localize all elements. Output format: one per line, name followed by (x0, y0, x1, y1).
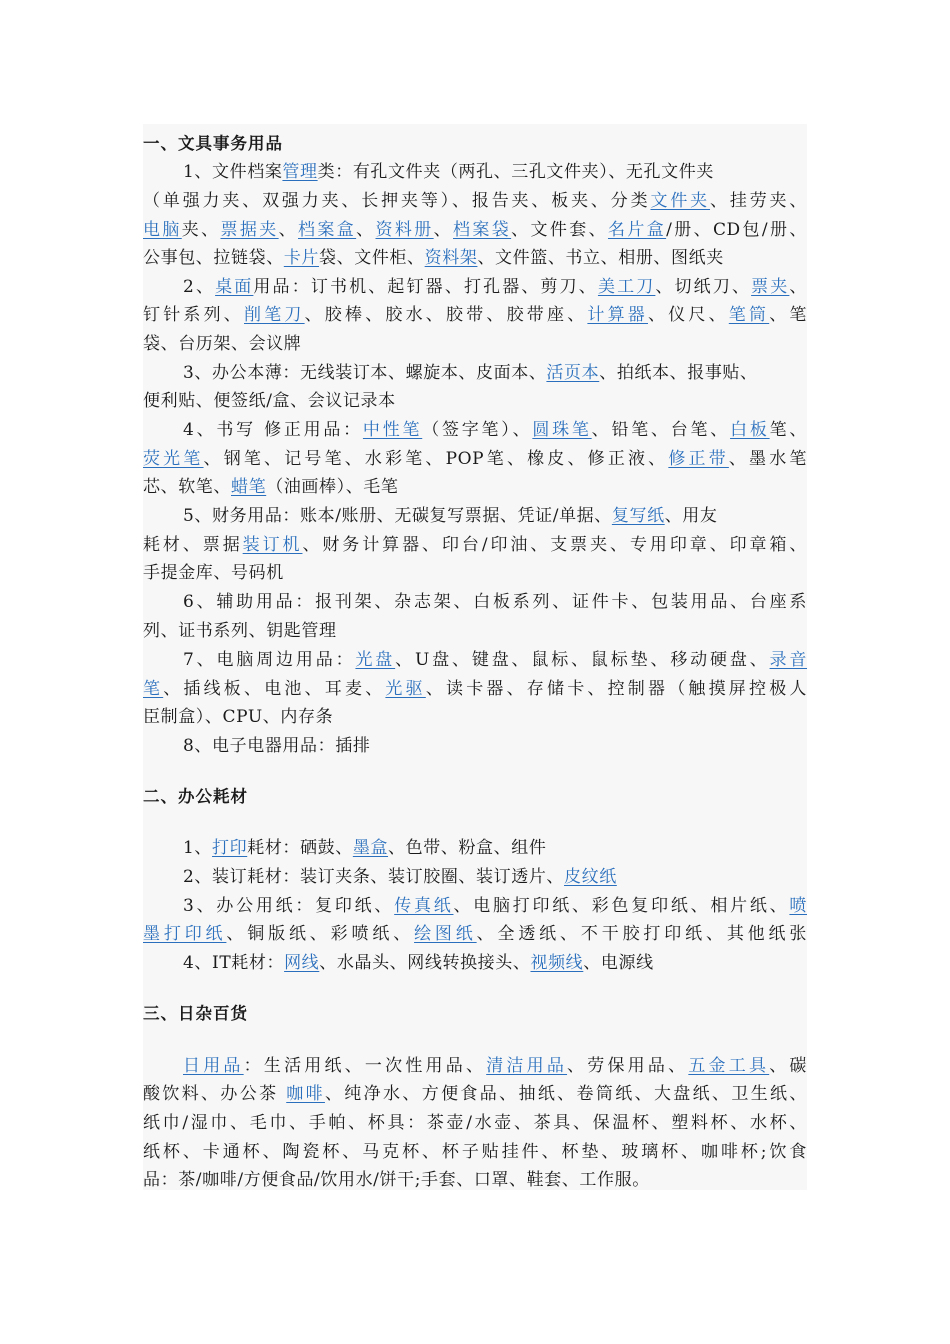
text-segment: 笔、 (769, 420, 807, 440)
text-segment: 、电脑打印纸、彩色复印纸、相片纸、 (453, 896, 790, 916)
text-segment: 、铜版纸、彩喷纸、 (226, 924, 415, 944)
text-line (143, 732, 807, 760)
text-segment: 5、财务用品：账本/账册、无碳复写票据、凭证/单据、 (183, 506, 612, 526)
text-segment: 、电源线 (583, 953, 654, 973)
text-line (143, 244, 807, 272)
text-segment: 臣制盒）、CPU、内存条 (143, 707, 334, 727)
text-segment: 、全透纸、不干胶打印纸、其他纸张 (476, 924, 807, 944)
keyword-link[interactable]: 光盘 (355, 650, 396, 670)
text-segment: 列、证书系列、钥匙管理 (143, 621, 337, 641)
text-segment: 4、IT耗材： (183, 953, 285, 973)
text-segment: 纸巾/湿巾、毛巾、手帕、杯具：茶壶/水壶、茶具、保温杯、塑料杯、水杯、 (143, 1113, 807, 1133)
text-line (143, 216, 807, 244)
keyword-link[interactable]: 咖啡 (286, 1084, 325, 1104)
text-line (143, 1138, 807, 1166)
text-line (143, 588, 807, 616)
text-line (143, 473, 807, 501)
text-line (143, 863, 807, 891)
keyword-link[interactable]: 复写纸 (611, 506, 665, 526)
text-line (143, 703, 807, 731)
text-segment: 、劳保用品、 (567, 1056, 689, 1076)
text-segment: 2、 (183, 277, 216, 297)
section-heading (143, 783, 807, 811)
text-line (143, 531, 807, 559)
text-line (143, 646, 807, 674)
text-segment: /册、CD包/册、 (666, 220, 807, 240)
text-segment: 8、电子电器用品：插排 (183, 736, 371, 756)
keyword-link[interactable]: 计算器 (587, 305, 648, 325)
text-segment: 类：有孔文件夹（两孔、三孔文件夹）、无孔文件夹 (317, 162, 714, 182)
keyword-link[interactable]: 档案盒 (298, 220, 357, 240)
text-line (143, 920, 807, 948)
text-segment: 7、电脑周边用品： (183, 650, 356, 670)
text-segment: 、纯净水、方便食品、抽纸、卷筒纸、大盘纸、卫生纸、 (324, 1084, 808, 1104)
text-line (143, 359, 807, 387)
text-line (143, 330, 807, 358)
text-segment: （签字笔）、 (422, 420, 533, 440)
text-line (143, 559, 807, 587)
text-segment: 、仪尺、 (648, 305, 729, 325)
text-line (143, 1166, 807, 1194)
text-segment: 、 (278, 220, 298, 240)
text-line (143, 1080, 807, 1108)
text-line (143, 834, 807, 862)
keyword-link[interactable]: 修正带 (668, 449, 729, 469)
keyword-link[interactable]: 中性笔 (362, 420, 423, 440)
text-segment: 纸杯、卡通杯、陶瓷杯、马克杯、杯子贴挂件、杯垫、玻璃杯、咖啡杯;饮食 (143, 1142, 807, 1162)
text-segment: 1、 (183, 838, 213, 858)
text-segment: 、水晶头、网线转换接头、 (319, 953, 531, 973)
text-segment: （油画棒）、毛笔 (266, 477, 399, 497)
text-segment: 4、书写 修正用品： (183, 420, 363, 440)
text-segment: 钉针系列、 (143, 305, 244, 325)
document-page (143, 124, 807, 1190)
text-segment: 6、辅助用品：报刊架、杂志架、白板系列、证件卡、包装用品、台座系 (183, 592, 807, 612)
keyword-link[interactable]: 削笔刀 (244, 305, 305, 325)
keyword-link[interactable]: 荧光笔 (143, 449, 204, 469)
text-segment: 三、日杂百货 (143, 1004, 248, 1023)
text-segment: 2、装订耗材：装订夹条、装订胶圈、装订透片、 (183, 867, 565, 887)
text-segment: 公事包、拉链袋、 (143, 248, 284, 268)
keyword-link[interactable]: 文件夹 (650, 191, 711, 211)
keyword-link[interactable]: 清洁用品 (486, 1056, 568, 1076)
keyword-link[interactable]: 日用品 (183, 1056, 244, 1076)
text-line (143, 1109, 807, 1137)
text-segment: 、财务计算器、印台/印油、支票夹、专用印章、印章箱、 (302, 535, 808, 555)
text-segment: 品：茶/咖啡/方便食品/饮用水/饼干;手套、口罩、鞋套、工作服。 (143, 1170, 650, 1190)
text-segment: 、读卡器、存储卡、控制器（触摸屏控极人 (425, 679, 807, 699)
text-line (143, 445, 807, 473)
text-line (143, 158, 807, 186)
text-segment: 二、办公耗材 (143, 787, 248, 806)
keyword-link[interactable]: 墨打印纸 (143, 924, 227, 944)
keyword-link[interactable]: 白板 (730, 420, 770, 440)
keyword-link[interactable]: 卡片 (283, 248, 320, 268)
text-segment: 酸饮料、办公茶 (143, 1084, 287, 1104)
text-segment: 、挂劳夹、 (710, 191, 807, 211)
text-line (143, 1052, 807, 1080)
text-segment: 、用友 (664, 506, 718, 526)
keyword-link[interactable]: 桌面 (215, 277, 254, 297)
keyword-link[interactable]: 资料架 (424, 248, 478, 268)
section-heading (143, 130, 807, 158)
keyword-link[interactable]: 美工刀 (597, 277, 656, 297)
keyword-link[interactable]: 打印 (212, 838, 248, 858)
keyword-link[interactable]: 传真纸 (394, 896, 454, 916)
text-segment: 、 (789, 277, 808, 297)
keyword-link[interactable]: 视频线 (530, 953, 584, 973)
text-segment: 、碳 (769, 1056, 807, 1076)
keyword-link[interactable]: 绘图纸 (414, 924, 477, 944)
text-segment: 、文件套、 (511, 220, 608, 240)
keyword-link[interactable]: 蜡笔 (231, 477, 267, 497)
keyword-link[interactable]: 活页本 (546, 363, 600, 383)
text-segment: 、色带、粉盒、组件 (388, 838, 547, 858)
text-segment: 、铅笔、台笔、 (591, 420, 731, 440)
text-segment: 、 (433, 220, 453, 240)
text-segment: 、钢笔、记号笔、水彩笔、POP笔、橡皮、修正液、 (203, 449, 669, 469)
text-segment: 袋、台历架、会议牌 (143, 334, 302, 354)
text-segment: 、拍纸本、报事贴、 (599, 363, 758, 383)
text-segment: 3、办公用纸：复印纸、 (183, 896, 395, 916)
text-segment: 、胶棒、胶水、胶带、胶带座、 (304, 305, 588, 325)
text-segment: ：生活用纸、一次性用品、 (243, 1056, 487, 1076)
section-heading (143, 1000, 807, 1028)
text-segment: 一、文具事务用品 (143, 134, 283, 153)
text-segment: 、插线板、电池、耳麦、 (163, 679, 386, 699)
keyword-link[interactable]: 名片盒 (607, 220, 667, 240)
keyword-link[interactable]: 光驱 (385, 679, 426, 699)
text-segment: 3、办公本薄：无线装订本、螺旋本、皮面本、 (183, 363, 547, 383)
text-line (143, 617, 807, 645)
text-line (143, 949, 807, 977)
text-segment: 、U盘、键盘、鼠标、鼠标垫、移动硬盘、 (395, 650, 770, 670)
keyword-link[interactable]: 档案袋 (453, 220, 512, 240)
text-segment: 便利贴、便签纸/盒、会议记录本 (143, 391, 396, 411)
text-line (143, 187, 807, 215)
text-line (143, 675, 807, 703)
keyword-link[interactable]: 圆珠笔 (532, 420, 592, 440)
keyword-link[interactable]: 喷 (789, 896, 807, 916)
keyword-link[interactable]: 管理 (282, 162, 318, 182)
keyword-link[interactable]: 票夹 (751, 277, 790, 297)
keyword-link[interactable]: 墨盒 (352, 838, 389, 858)
keyword-link[interactable]: 网线 (284, 953, 320, 973)
text-line (143, 502, 807, 530)
text-segment: 芯、软笔、 (143, 477, 231, 497)
text-line (143, 387, 807, 415)
keyword-link[interactable]: 笔筒 (728, 305, 770, 325)
keyword-link[interactable]: 皮纹纸 (564, 867, 617, 887)
text-segment: 、笔 (769, 305, 808, 325)
text-line (143, 273, 807, 301)
text-segment: 耗材：硒鼓、 (247, 838, 353, 858)
text-segment: 1、文件档案 (183, 162, 283, 182)
text-segment: 耗材、票据 (143, 535, 243, 555)
keyword-link[interactable]: 装订机 (242, 535, 303, 555)
text-segment: 袋、文件柜、 (319, 248, 425, 268)
text-segment: 、文件篮、书立、相册、图纸夹 (477, 248, 724, 268)
keyword-link[interactable]: 资料册 (375, 220, 434, 240)
keyword-link[interactable]: 笔 (143, 679, 164, 699)
text-segment: 夹、 (181, 220, 221, 240)
keyword-link[interactable]: 电脑 (143, 220, 182, 240)
keyword-link[interactable]: 录音 (769, 650, 808, 670)
text-segment: 用品：订书机、起钉器、打孔器、剪刀、 (253, 277, 598, 297)
text-line (143, 416, 807, 444)
text-segment: 手提金库、号码机 (143, 563, 284, 583)
text-segment: 、墨水笔 (728, 449, 807, 469)
text-segment: （单强力夹、双强力夹、长押夹等）、报告夹、板夹、分类 (143, 191, 651, 211)
keyword-link[interactable]: 五金工具 (688, 1056, 770, 1076)
text-line (143, 892, 807, 920)
text-segment: 、 (356, 220, 376, 240)
keyword-link[interactable]: 票据夹 (220, 220, 279, 240)
text-segment: 、切纸刀、 (655, 277, 752, 297)
text-line (143, 301, 807, 329)
